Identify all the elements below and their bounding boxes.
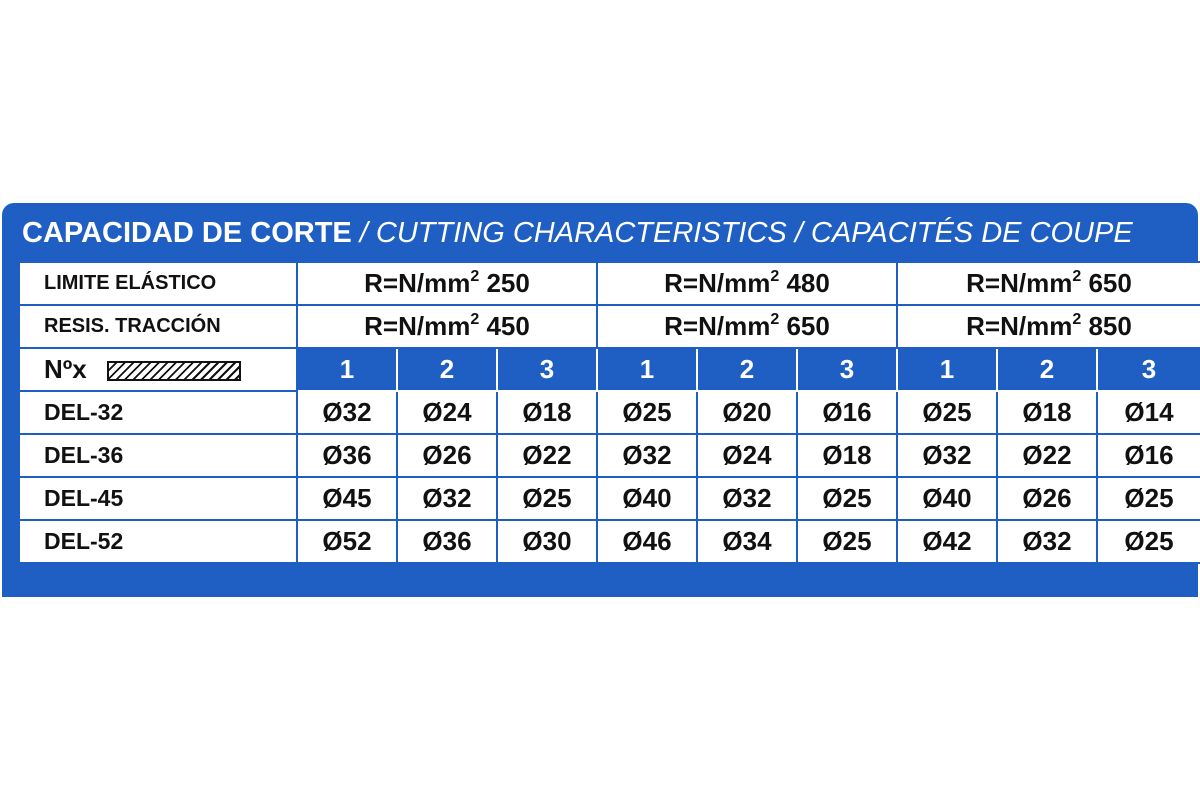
capacity-cell: Ø18 (497, 391, 597, 434)
capacity-cell: Ø46 (597, 520, 697, 563)
capacity-cell: Ø40 (597, 477, 697, 520)
capacity-cell: Ø32 (397, 477, 497, 520)
capacity-cell: Ø42 (897, 520, 997, 563)
header-number: 3 (1097, 348, 1200, 391)
header-label-cell (19, 348, 297, 391)
title-main: CAPACIDAD DE CORTE (22, 217, 352, 249)
capacity-cell: Ø36 (297, 434, 397, 477)
header-number: 2 (697, 348, 797, 391)
table-row (19, 520, 1200, 563)
resis-group-2: $R=N/mm^2$ 650 (597, 305, 897, 348)
model-label: DEL-52 (19, 520, 297, 563)
capacity-cell: Ø20 (697, 391, 797, 434)
capacity-cell: Ø16 (797, 391, 897, 434)
capacity-cell: Ø32 (897, 434, 997, 477)
capacity-cell: Ø25 (597, 391, 697, 434)
header-number: 1 (297, 348, 397, 391)
resis-group-3: $R=N/mm^2$ 850 (897, 305, 1200, 348)
limite-group-1: $R=N/mm^2$ 250 (297, 262, 597, 305)
capacity-cell: Ø45 (297, 477, 397, 520)
capacity-cell: Ø26 (997, 477, 1097, 520)
capacity-cell: Ø14 (1097, 391, 1200, 434)
title-translations: / CUTTING CHARACTERISTICS / CAPACITÉS DE COUPE (351, 217, 1133, 249)
header-number: 3 (497, 348, 597, 391)
header-row (19, 348, 1200, 391)
header-number: 1 (597, 348, 697, 391)
capacity-cell: Ø18 (797, 434, 897, 477)
capacity-cell: Ø24 (697, 434, 797, 477)
resis-traccion-row (19, 305, 1200, 348)
capacity-cell: Ø25 (1097, 477, 1200, 520)
header-number: 2 (397, 348, 497, 391)
capacity-cell: Ø25 (1097, 520, 1200, 563)
limite-group-3: $R=N/mm^2$ 650 (897, 262, 1200, 305)
capacity-cell: Ø32 (997, 520, 1097, 563)
table-row (19, 477, 1200, 520)
capacity-cell: Ø18 (997, 391, 1097, 434)
capacity-cell: Ø32 (697, 477, 797, 520)
resis-traccion-label: RESIS. TRACCIÓN (19, 305, 297, 348)
hatched-bar-icon (107, 361, 241, 381)
capacity-cell: Ø32 (297, 391, 397, 434)
limite-group-2: $R=N/mm^2$ 480 (597, 262, 897, 305)
limite-elastico-row (19, 262, 1200, 305)
capacity-cell: Ø25 (797, 520, 897, 563)
capacity-cell: Ø25 (497, 477, 597, 520)
capacity-cell: Ø26 (397, 434, 497, 477)
model-label: DEL-36 (19, 434, 297, 477)
header-number: 3 (797, 348, 897, 391)
resis-group-1: $R=N/mm^2$ 450 (297, 305, 597, 348)
capacity-cell: Ø40 (897, 477, 997, 520)
capacity-cell: Ø25 (797, 477, 897, 520)
table-row (19, 434, 1200, 477)
capacity-cell: Ø36 (397, 520, 497, 563)
capacity-cell: Ø52 (297, 520, 397, 563)
capacity-cell: Ø32 (597, 434, 697, 477)
panel-title (22, 209, 1133, 257)
header-number: 1 (897, 348, 997, 391)
capacity-cell: Ø30 (497, 520, 597, 563)
capacity-cell: Ø16 (1097, 434, 1200, 477)
count-label: Nºx (44, 354, 87, 384)
cutting-capacity-panel (2, 203, 1198, 597)
capacity-cell: Ø22 (997, 434, 1097, 477)
header-number: 2 (997, 348, 1097, 391)
capacity-cell: Ø25 (897, 391, 997, 434)
limite-elastico-label: LIMITE ELÁSTICO (19, 262, 297, 305)
model-label: DEL-32 (19, 391, 297, 434)
model-label: DEL-45 (19, 477, 297, 520)
capacity-cell: Ø24 (397, 391, 497, 434)
capacity-cell: Ø34 (697, 520, 797, 563)
table-row (19, 391, 1200, 434)
capacity-table (18, 261, 1200, 564)
capacity-cell: Ø22 (497, 434, 597, 477)
